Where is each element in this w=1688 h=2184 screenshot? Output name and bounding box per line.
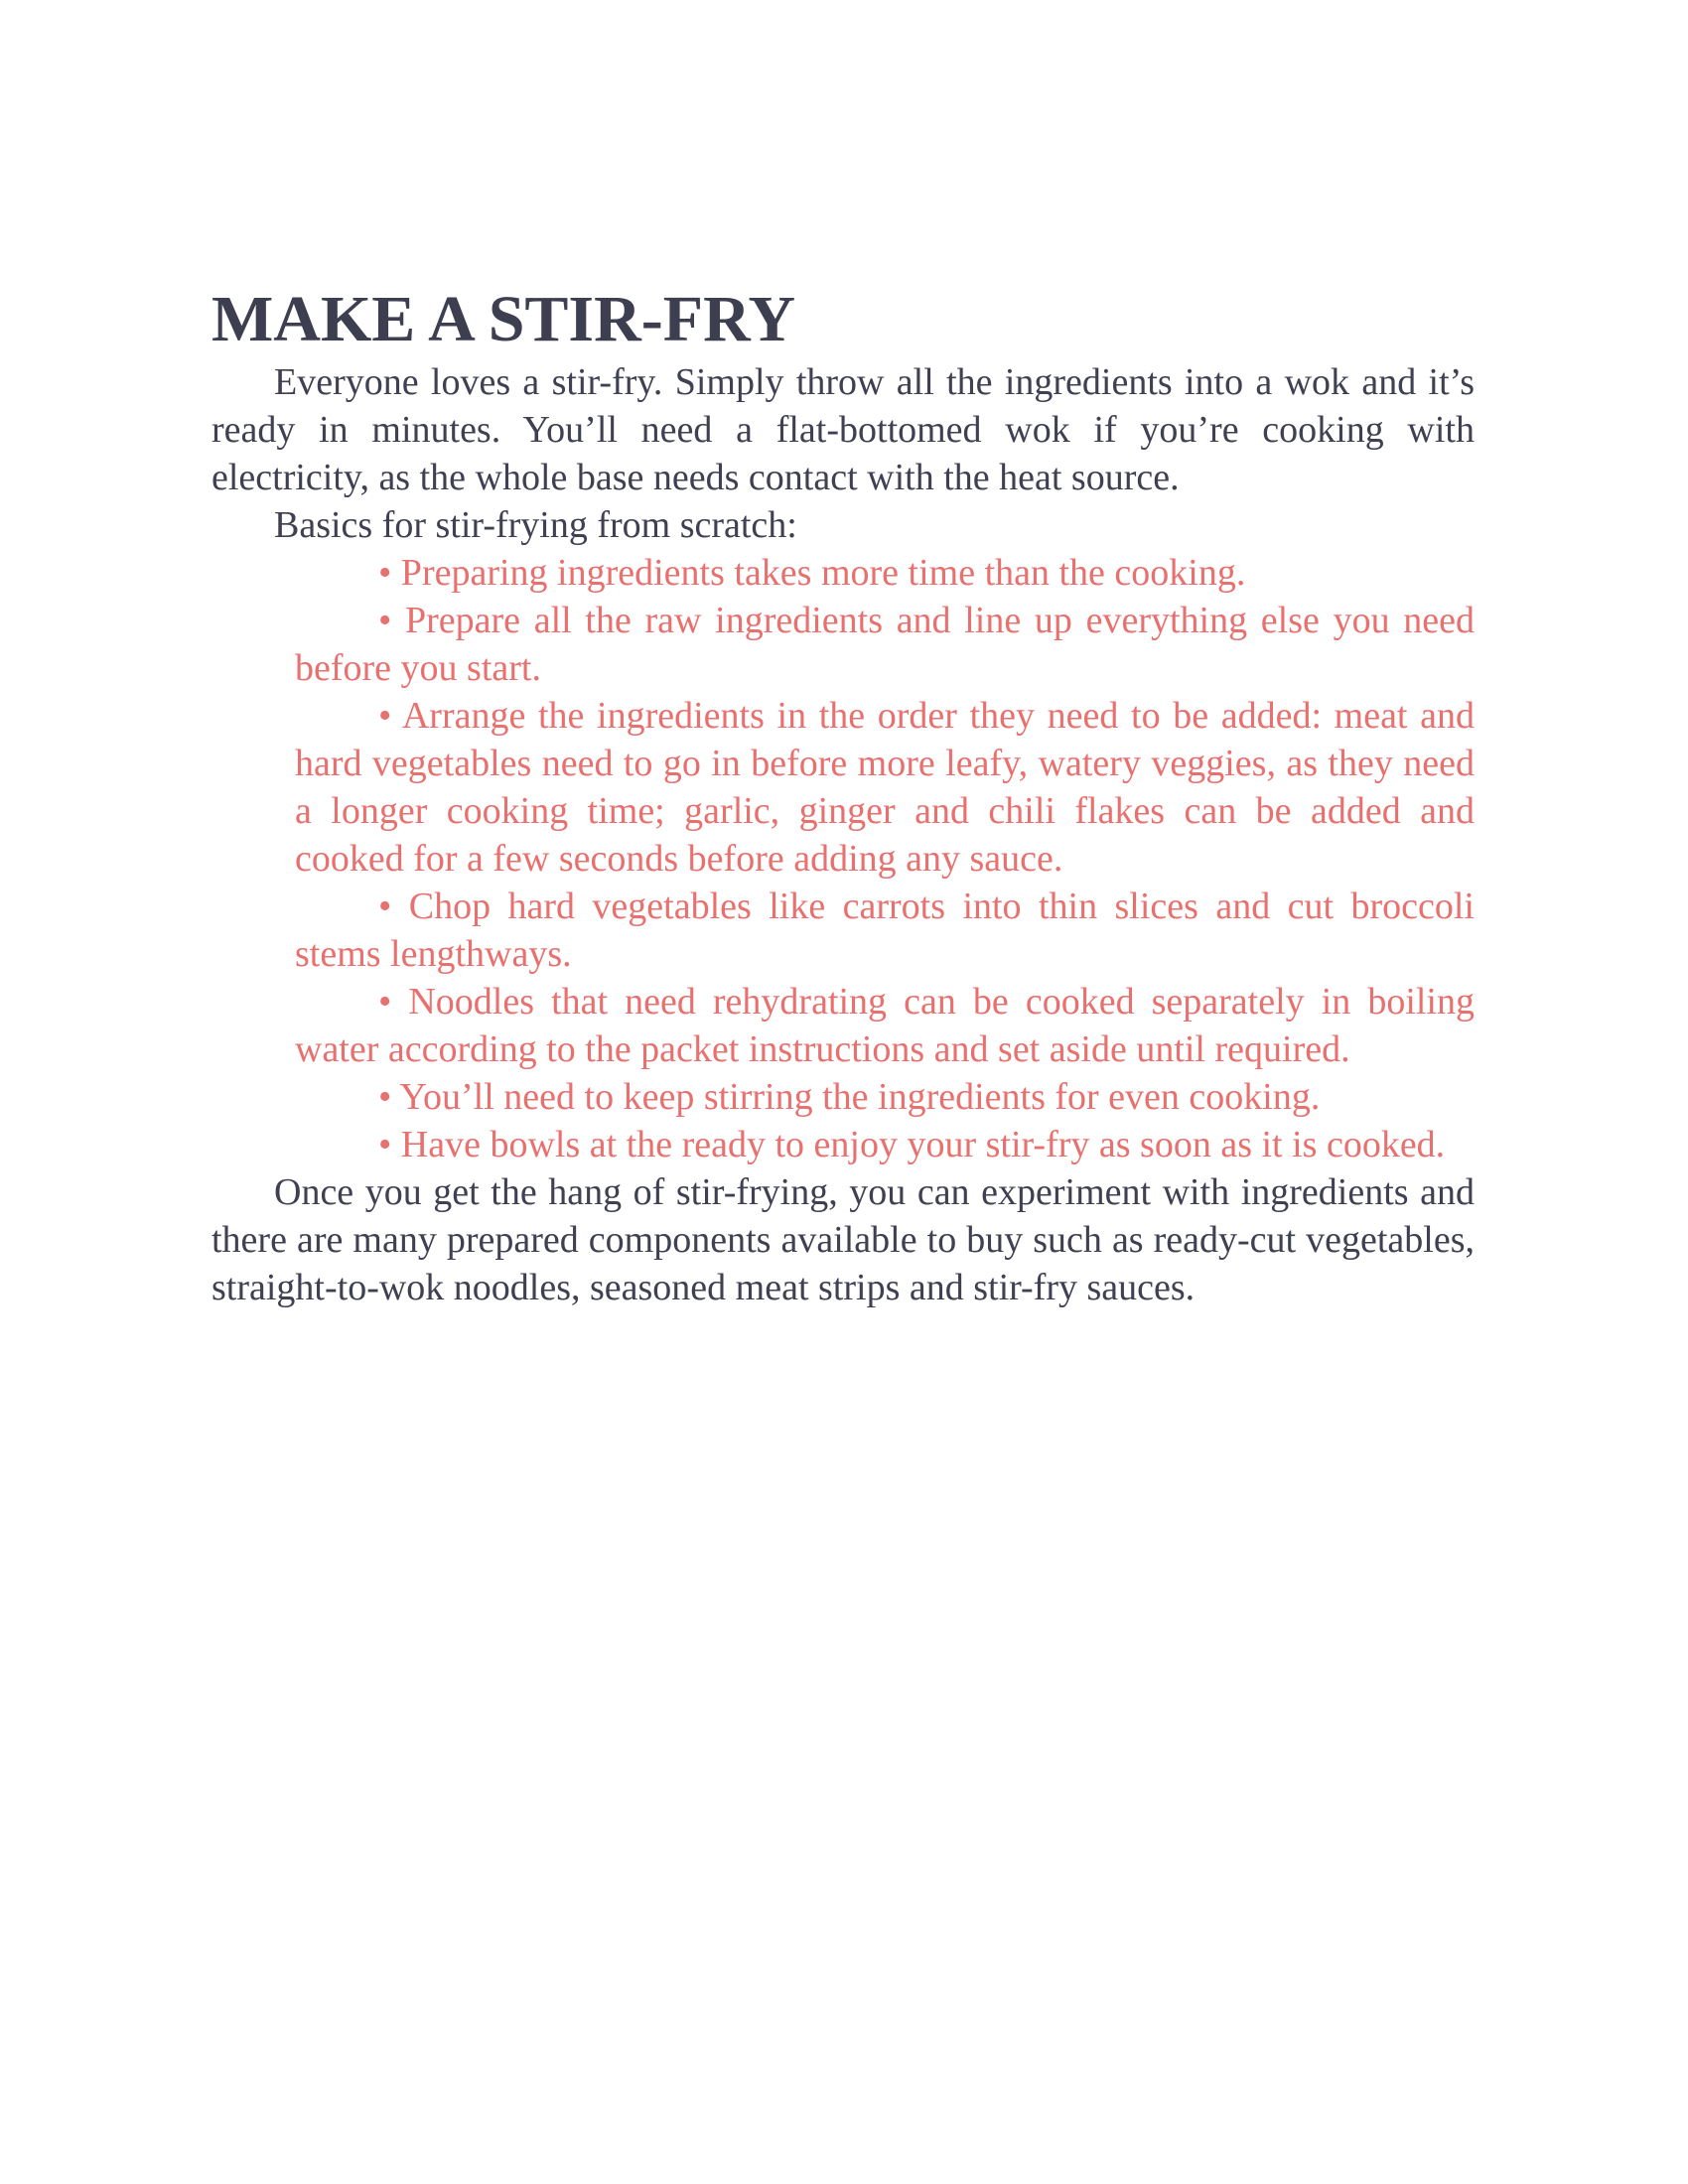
page-title: MAKE A STIR-FRY [211,283,796,355]
closing-paragraph: Once you get the hang of stir-frying, you can experiment with ingredients and there are many prepared components available to buy such as ready-cut vegetables, straight-to-wok noodles, seasoned meat strips and stir-fry sauces. [211,1171,1475,1308]
list-item: • You’ll need to keep stirring the ingredients for even cooking. [378,1076,1321,1118]
basics-heading: Basics for stir-frying from scratch: [274,504,797,546]
bullet-list [211,549,1475,1168]
list-item: • Chop hard vegetables like carrots into thin slices and cut broccoli stems lengthways. [295,886,1475,975]
list-item: • Have bowls at the ready to enjoy your stir-fry as soon as it is cooked. [378,1124,1446,1165]
list-item: • Arrange the ingredients in the order they need to be added: meat and hard vegetables need to go in before more leafy, watery veggies, as they need a longer cooking time; garlic, ginger and chili flakes can be added and cooked for a few seconds before adding any sauce. [295,695,1475,880]
list-item: • Preparing ingredients takes more time than the cooking. [378,552,1246,594]
list-item: • Noodles that need rehydrating can be cooked separately in boiling water according to the packet instructions and set aside until required. [295,981,1475,1070]
document-page [211,281,1475,1311]
intro-paragraph: Everyone loves a stir-fry. Simply throw all the ingredients into a wok and it’s ready in minutes. You’ll need a flat-bottomed wok if you’re cooking with electricity, as the whole base needs contact with the heat source. [211,361,1475,498]
list-item: • Prepare all the raw ingredients and line up everything else you need before you start. [295,600,1475,689]
